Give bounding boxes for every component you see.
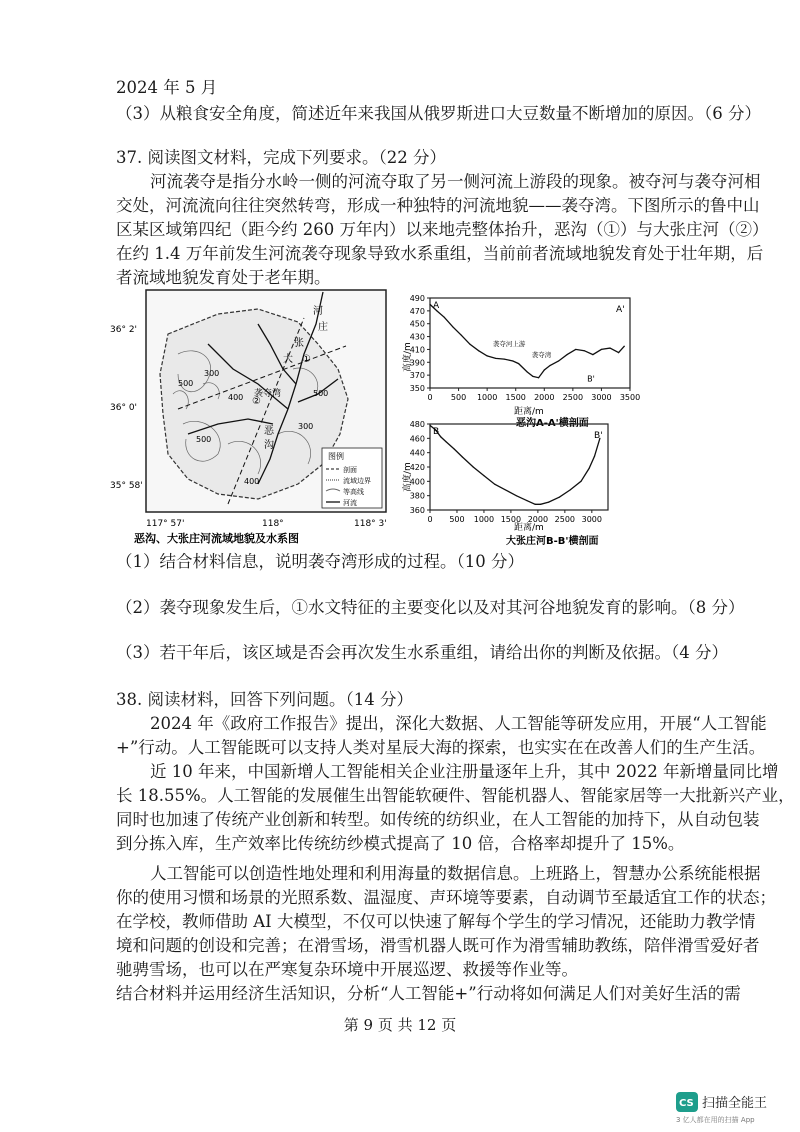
x-tick-label: 1500 [500,515,522,524]
profile-line [430,425,600,504]
q37-sub1: （1）结合材料信息，说明袭夺湾形成的过程。（10 分） [116,552,524,571]
place-label: ① [302,354,311,365]
chart-y-axis-label: 高度/m [403,342,413,372]
profile-point [494,484,495,485]
x-tick-label: 2000 [534,393,555,402]
profile-point [589,468,590,469]
profile-point [594,456,595,457]
profile-point [444,317,445,318]
profile-point [538,377,539,378]
profile-point [512,360,513,361]
profile-start-label: B [433,427,440,437]
contour-label: 500 [313,389,329,398]
profile-point [461,335,462,336]
lon-label: 117° 57' [146,519,185,529]
q38-line: 长 18.55%。人工智能的发展催生出智能软硬件、智能机器人、智能家居等一大批新兴产业， [116,786,795,805]
profile-point [462,456,463,457]
cs-badge-text: CS [679,1098,694,1109]
profile-point [495,358,496,359]
profile-aa-chart [398,290,646,430]
profile-point [527,371,528,372]
x-tick-label: 3000 [581,515,602,524]
chart-caption: 恶沟A-A'横剖面 [516,418,589,429]
q38-line: 2024 年《政府工作报告》提出，深化大数据、人工智能等研发应用，开展“人工智能 [150,714,767,733]
y-tick-label: 460 [409,434,425,444]
y-tick-label: 350 [409,384,425,393]
watermark-brand: 扫描全能王 [702,1096,768,1111]
profile-point [446,441,447,442]
profile-line [430,304,624,377]
profile-point [618,352,619,353]
q37-sub2: （2）袭夺现象发生后，①水文特征的主要变化以及对其河谷地貌发育的影响。（8 分） [116,598,745,617]
profile-point [440,436,441,437]
x-tick-label: 3500 [619,393,641,402]
profile-point [532,376,533,377]
contour-label: 500 [178,379,194,388]
x-tick-label: 0 [427,393,433,402]
q38-title: 38. 阅读材料，回答下列问题。（14 分） [116,690,413,709]
legend-item: 剖面 [343,466,357,474]
q38-line: 驰骋雪场，也可以在严寒复杂环境中开展巡逻、救援等作业等。 [116,960,578,979]
scanner-watermark [676,1090,786,1126]
profile-point [535,504,536,505]
watermark-slogan: 3 亿人都在用的扫描 App [676,1116,755,1124]
profile-point [526,500,527,501]
place-label: 沟 [264,440,274,451]
place-label: 恶 [264,426,274,437]
profile-point [429,425,430,426]
y-tick-label: 480 [409,420,425,429]
contour-label: 300 [298,422,314,431]
profile-point [575,349,576,350]
place-label: 张 [294,338,304,349]
x-tick-label: 0 [427,515,433,524]
q37-title: 37. 阅读图文材料，完成下列要求。（22 分） [116,148,446,167]
contour-label: 300 [204,369,220,378]
page-number: 第 9 页 共 12 页 [343,1016,457,1034]
q38-line: 近 10 年来，中国新增人工智能相关企业注册量逐年上升，其中 2022 年新增量同比增 [150,762,779,781]
place-label: ② [252,396,261,407]
profile-point [549,365,550,366]
legend-item: 流域边界 [343,477,371,485]
x-tick-label: 500 [450,393,467,402]
q38-line: 人工智能可以创造性地处理和利用海量的数据信息。上班路上，智慧办公系统能根据 [150,864,761,883]
x-tick-label: 3000 [591,393,612,402]
legend-title: 图例 [328,452,344,461]
y-tick-label: 390 [409,358,425,368]
q36-sub3: （3）从粮食安全角度，简述近年来我国从俄罗斯进口大豆数量不断增加的原因。（6 分） [116,104,761,123]
y-tick-label: 380 [409,491,425,501]
profile-point [518,363,519,364]
x-tick-label: 500 [449,515,465,524]
q38-line: 到分拣入库，生产效率比传统纺纱模式提高了 10 倍，合格率却提升了 15%。 [116,834,685,853]
place-label: 大 [283,354,293,365]
y-tick-label: 420 [409,463,425,472]
legend-item: 等高线 [343,488,364,496]
y-tick-label: 360 [409,506,425,515]
x-tick-label: 2000 [527,515,549,524]
profile-point [584,350,585,351]
profile-bb-chart [398,420,646,550]
exam-date: 2024 年 5 月 [116,78,218,97]
profile-point [544,369,545,370]
q37-sub3: （3）若干年后，该区域是否会再次发生水系重组，请给出你的判断及依据。（4 分） [116,643,728,662]
x-tick-label: 1500 [505,393,526,402]
y-tick-label: 440 [409,448,425,458]
lat-label: 36° 2' [110,325,138,335]
q37-para-line: 区某区域第四纪（距今约 260 万年内）以来地壳整体抬升，恶沟（①）与大张庄河（②） [116,220,769,239]
chart-x-axis-label: 距离/m [514,523,544,533]
profile-point [559,497,560,498]
chart-caption: 大张庄河B-B'横剖面 [506,536,599,547]
chart-y-axis-label: 高度/m [403,462,413,492]
profile-point [516,495,517,496]
q38-line: 同时也加速了传统产业创新和转型。如传统的纺织业，在人工智能的加持下，从自动包装 [116,810,760,829]
y-tick-label: 490 [409,294,425,303]
x-tick-label: 2500 [562,393,584,402]
lon-label: 118° 3' [354,519,387,529]
profile-point [478,350,479,351]
profile-point [429,304,430,305]
y-tick-label: 400 [409,477,425,487]
lon-label: 118° [262,519,284,529]
profile-point [567,354,568,355]
profile-point [580,481,581,482]
profile-point [558,360,559,361]
q38-line: 结合材料并运用经济生活知识，分析“人工智能+”行动将如何满足人们对美好生活的需 [116,984,741,1003]
profile-point [570,489,571,490]
annotation-label: 袭夺河上游 [492,340,526,349]
q37-para-line: 者流域地貌发育处于老年期。 [116,268,331,287]
lat-label: 35° 58' [110,481,143,491]
q37-para-line: 河流袭夺是指分水岭一侧的河流夺取了另一侧河流上游段的现象。被夺河与袭夺河相 [150,172,761,191]
contour-label: 400 [228,393,244,402]
profile-point [601,349,602,350]
profile-point [592,354,593,355]
annotation-label: 袭夺湾 [531,351,552,360]
x-tick-label: 1000 [473,515,495,524]
profile-start-label: A [433,301,440,311]
profile-point [469,344,470,345]
x-tick-label: 1000 [476,393,498,402]
place-label: 袭夺湾 [254,389,282,399]
place-label: 庄 [318,322,328,333]
profile-point [452,326,453,327]
y-tick-label: 410 [409,345,425,355]
profile-end-label: B' [594,431,603,441]
watershed-map [108,284,398,544]
profile-point [548,502,549,503]
q38-line: 在学校，教师借助 AI 大模型，不仅可以快速了解每个学生的学习情况，还能助力教学情 [116,912,756,931]
y-tick-label: 450 [409,319,425,329]
x-tick-label: 2500 [554,515,576,524]
profile-point [473,466,474,467]
y-tick-label: 470 [409,306,425,316]
profile-point [487,355,488,356]
q37-para-line: 在约 1.4 万年前发生河流袭夺现象导致水系重组，当前前者流域地貌发育处于壮年期，后 [116,244,764,263]
profile-point [505,489,506,490]
profile-point [540,504,541,505]
profile-point [483,475,484,476]
place-label: 河 [313,306,323,317]
q37-para-line: 交处，河流流向往往突然转弯，形成一种独特的河流地貌——袭夺湾。下图所示的鲁中山 [116,196,760,215]
y-tick-label: 430 [409,332,425,342]
contour-label: 400 [244,477,260,486]
chart-x-axis-label: 距离/m [514,407,544,417]
lat-label: 36° 0' [110,403,138,413]
profile-point [609,348,610,349]
y-tick-label: 370 [409,371,425,381]
profile-point [454,448,455,449]
legend-item: 河流 [343,499,357,507]
q38-line: +”行动。人工智能既可以支持人类对星辰大海的探索，也实实在在改善人们的生产生活。 [116,738,766,757]
q38-line: 你的使用习惯和场景的光照系数、温湿度、声环境等要素，自动调节至最适宜工作的状态； [116,888,776,907]
profile-b-end-label: B' [587,374,595,384]
profile-point [504,358,505,359]
profile-end-label: A' [616,305,625,315]
q38-line: 境和问题的创设和完善；在滑雪场，滑雪机器人既可作为滑雪辅助教练，陪伴滑雪爱好者 [116,936,760,955]
profile-point [624,346,625,347]
contour-label: 500 [196,435,212,444]
map-caption: 恶沟、大张庄河流域地貌及水系图 [134,532,299,544]
